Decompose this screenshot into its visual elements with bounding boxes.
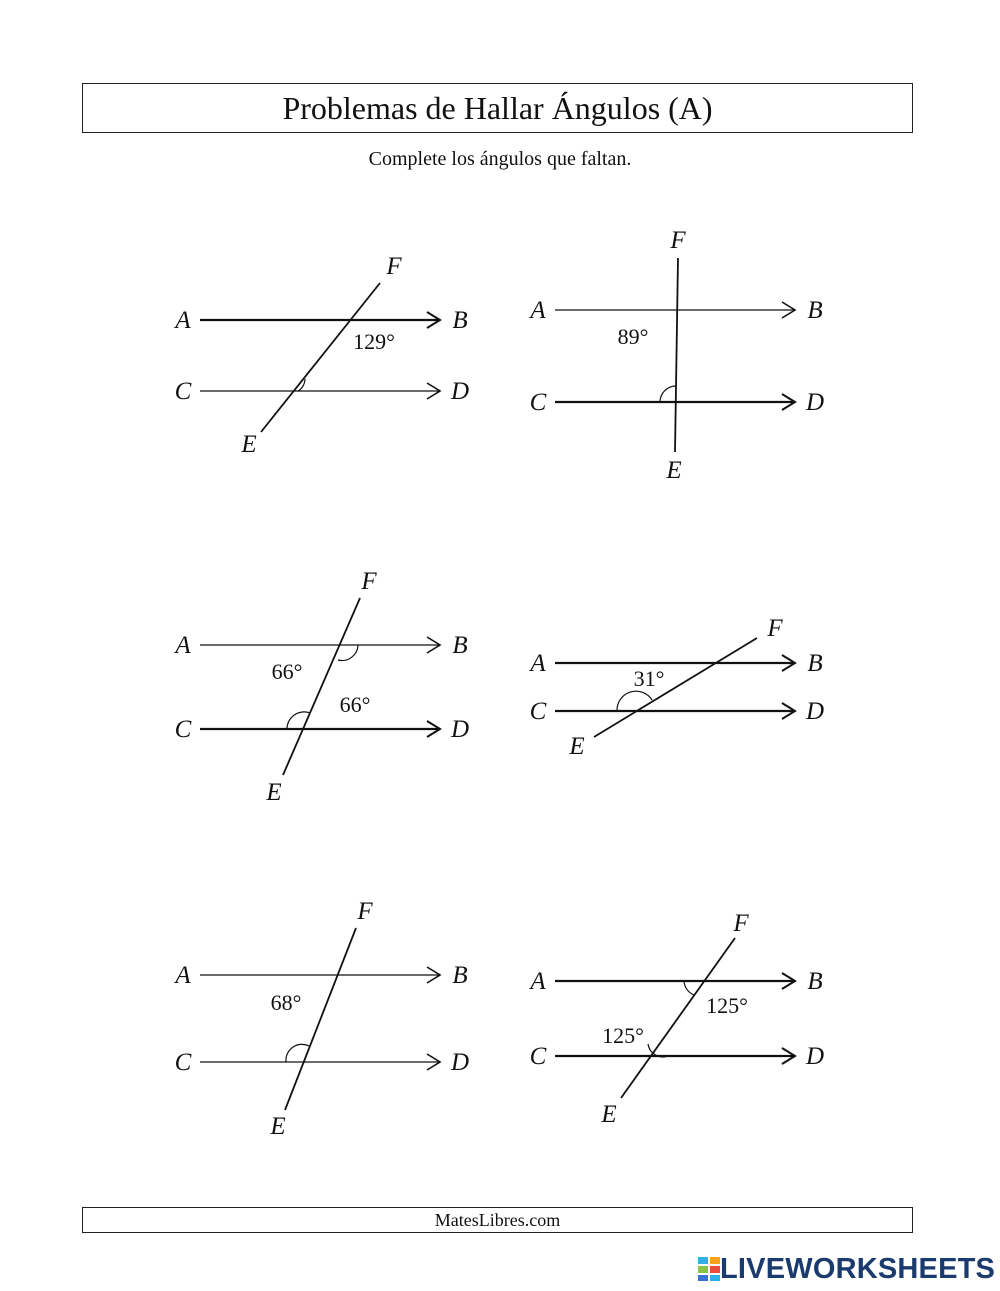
label-f: F <box>767 615 783 642</box>
label-a: A <box>175 307 191 334</box>
label-b: B <box>452 962 468 989</box>
label-a: A <box>530 968 546 995</box>
angle-mark-1 <box>684 981 694 995</box>
liveworksheets-logo-text: LIVEWORKSHEETS <box>720 1253 996 1285</box>
angle-value: 129° <box>353 329 395 354</box>
angle-mark <box>617 691 652 711</box>
problem-4 <box>555 638 795 737</box>
label-d: D <box>805 698 825 725</box>
angle-value: 68° <box>270 990 302 1015</box>
angle-value-1: 125° <box>706 993 748 1018</box>
angle-value-2: 125° <box>602 1023 644 1048</box>
label-e: E <box>241 431 257 458</box>
transversal-ef <box>675 258 678 452</box>
transversal-ef <box>283 598 360 775</box>
angle-value-1: 66° <box>271 659 303 684</box>
label-c: C <box>529 389 547 416</box>
label-e: E <box>569 733 585 760</box>
label-f: F <box>357 898 373 925</box>
label-e: E <box>270 1113 286 1140</box>
angle-value-2: 66° <box>339 692 371 717</box>
transversal-ef <box>285 928 356 1110</box>
label-a: A <box>175 632 191 659</box>
label-b: B <box>807 297 823 324</box>
label-b: B <box>452 307 468 334</box>
problem-5 <box>200 928 440 1110</box>
transversal-ef <box>621 938 735 1098</box>
worksheet-title: Problemas de Hallar Ángulos (A) <box>82 83 913 133</box>
label-a: A <box>530 297 546 324</box>
label-b: B <box>807 650 823 677</box>
problem-3 <box>200 598 440 775</box>
liveworksheets-logo <box>698 1254 995 1284</box>
label-c: C <box>529 1043 547 1070</box>
label-d: D <box>805 1043 825 1070</box>
label-e: E <box>601 1101 617 1128</box>
label-c: C <box>174 1049 192 1076</box>
label-d: D <box>450 378 470 405</box>
problem-6 <box>555 938 795 1098</box>
label-a: A <box>175 962 191 989</box>
label-b: B <box>452 632 468 659</box>
label-f: F <box>361 568 377 595</box>
label-f: F <box>733 910 749 937</box>
label-c: C <box>529 698 547 725</box>
label-d: D <box>805 389 825 416</box>
label-c: C <box>174 716 192 743</box>
label-a: A <box>530 650 546 677</box>
label-e: E <box>666 457 682 484</box>
angle-value: 31° <box>633 666 665 691</box>
footer-site: MatesLibres.com <box>82 1207 913 1233</box>
label-f: F <box>386 253 402 280</box>
angle-value: 89° <box>617 324 649 349</box>
angle-mark-1 <box>338 645 358 661</box>
label-d: D <box>450 716 470 743</box>
transversal-ef <box>261 283 380 432</box>
angle-mark <box>660 386 676 402</box>
problem-2 <box>555 258 795 452</box>
problem-1 <box>200 283 440 432</box>
label-c: C <box>174 378 192 405</box>
label-d: D <box>450 1049 470 1076</box>
label-b: B <box>807 968 823 995</box>
label-f: F <box>670 227 686 254</box>
transversal-ef <box>594 638 757 737</box>
liveworksheets-logo-icon <box>698 1257 720 1281</box>
label-e: E <box>266 779 282 806</box>
instructions: Complete los ángulos que faltan. <box>368 148 632 170</box>
